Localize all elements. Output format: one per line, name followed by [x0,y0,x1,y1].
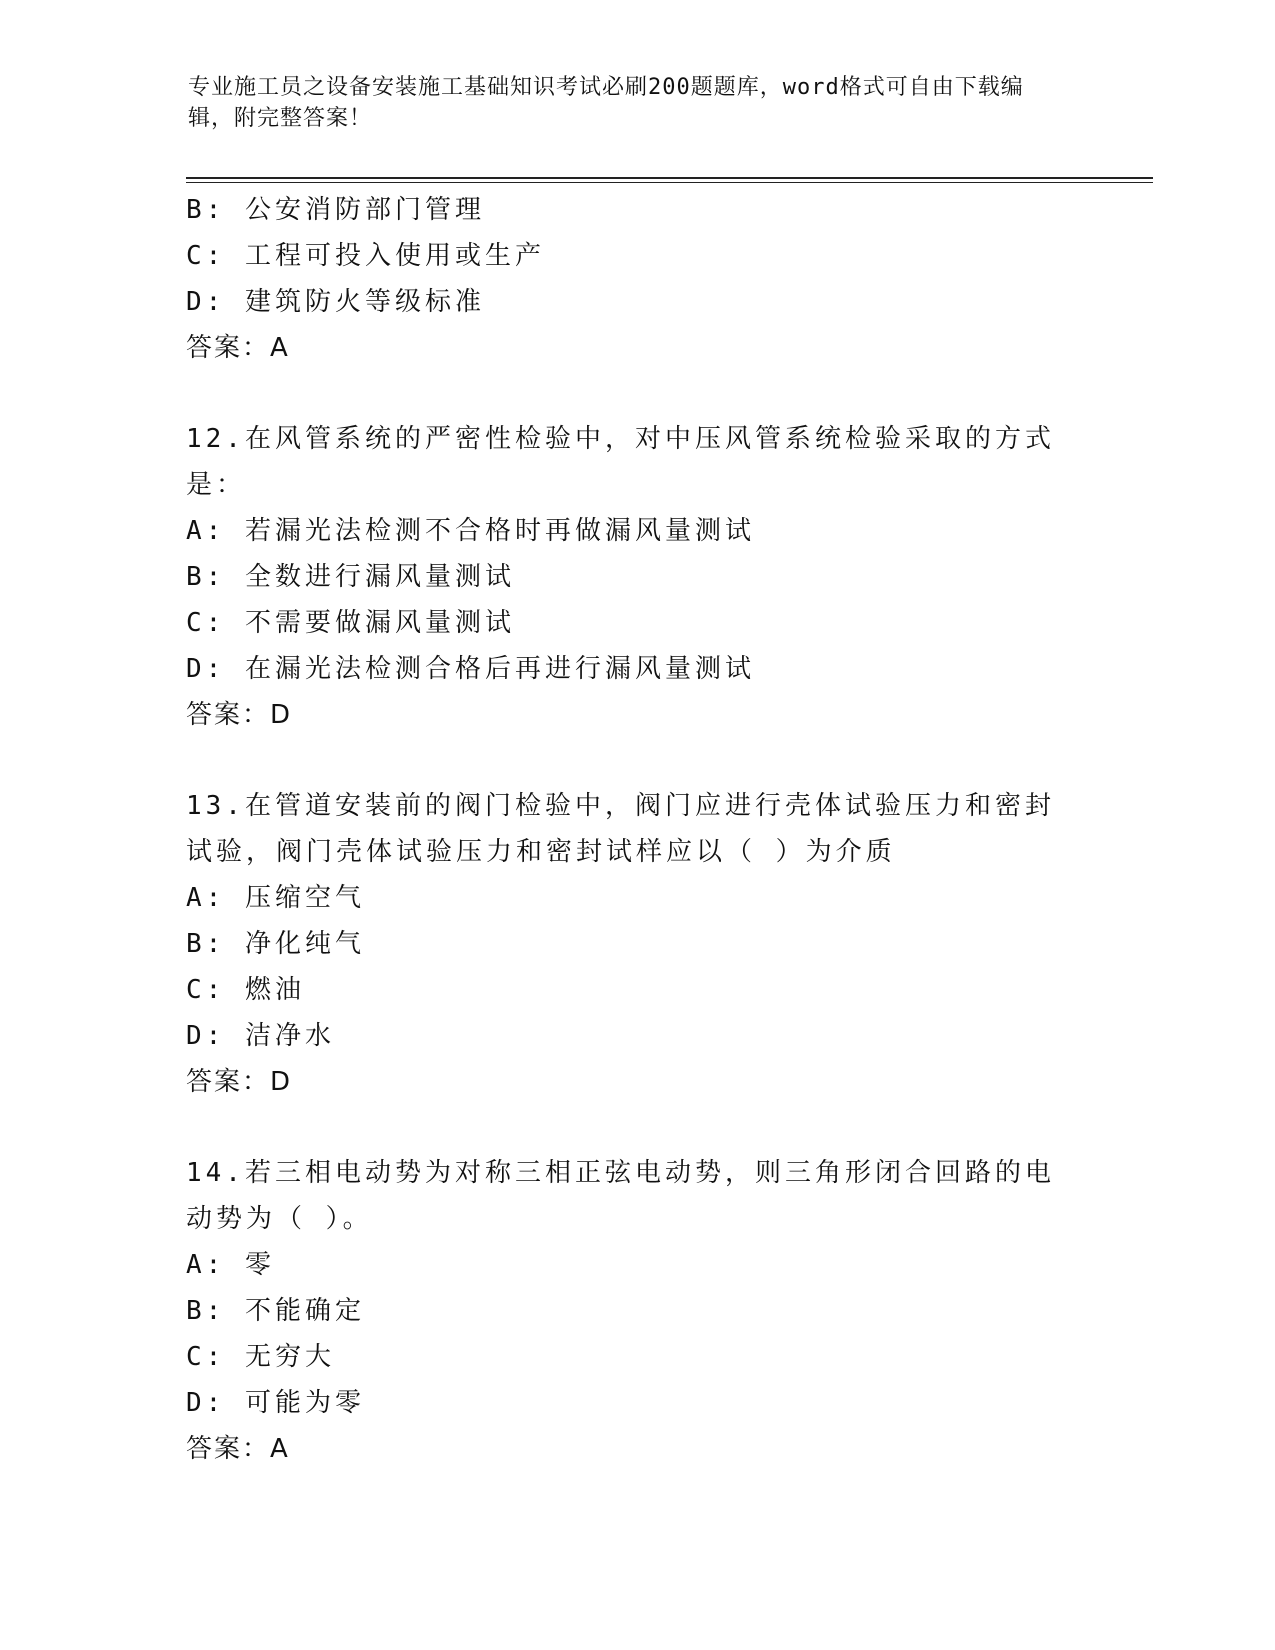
option-d: D: 洁净水 [186,1021,335,1051]
option-c: C: 燃油 [186,975,305,1005]
option-a: A: 若漏光法检测不合格时再做漏风量测试 [186,516,755,546]
question-13 [186,783,1086,1105]
option-a: A: 压缩空气 [186,883,365,913]
option-b: B: 净化纯气 [186,929,365,959]
option-b: B: 不能确定 [186,1296,365,1326]
option-d: D: 可能为零 [186,1388,365,1418]
question-stem: 14.若三相电动势为对称三相正弦电动势，则三角形闭合回路的电动势为（ ）。 [186,1158,1055,1234]
answer-line: 答案：D [186,1067,293,1097]
question-stem: 13.在管道安装前的阀门检验中，阀门应进行壳体试验压力和密封试验，阀门壳体试验压力和密封试样应以（ ）为介质 [186,791,1055,867]
question-11-continued [186,187,1086,371]
option-b: B: 公安消防部门管理 [186,195,485,225]
answer-line: 答案：A [186,1434,290,1464]
option-c: C: 不需要做漏风量测试 [186,608,515,638]
question-list [186,187,1086,1472]
option-d: D: 建筑防火等级标准 [186,287,485,317]
option-a: A: 零 [186,1250,275,1280]
option-b: B: 全数进行漏风量测试 [186,562,515,592]
answer-line: 答案：D [186,700,293,730]
answer-line: 答案：A [186,333,290,363]
question-12 [186,416,1086,738]
header-divider-thick [186,177,1153,179]
option-c: C: 无穷大 [186,1342,335,1372]
question-14 [186,1150,1086,1472]
option-c: C: 工程可投入使用或生产 [186,241,545,271]
header-title: 专业施工员之设备安装施工基础知识考试必刷200题题库，word格式可自由下载编辑，附完整答案！ [188,75,1024,131]
document-header [188,72,1068,134]
option-d: D: 在漏光法检测合格后再进行漏风量测试 [186,654,755,684]
question-stem: 12.在风管系统的严密性检验中，对中压风管系统检验采取的方式是： [186,424,1055,500]
header-divider-thin [186,182,1153,183]
